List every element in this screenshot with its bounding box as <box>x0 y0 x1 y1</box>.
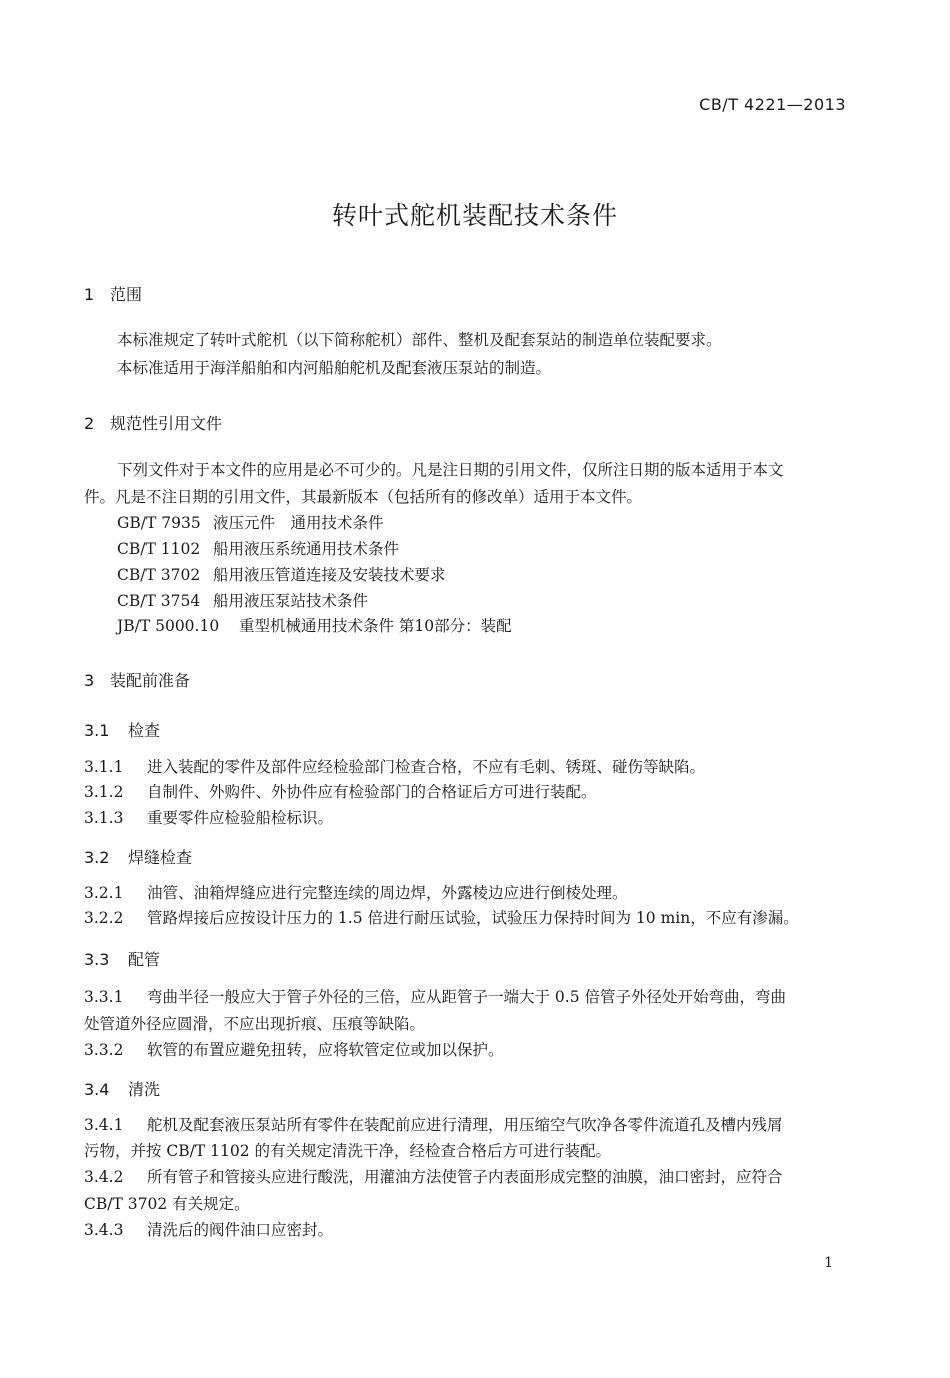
paragraph-line: 下列文件对于本文件的应用是必不可少的。凡是注日期的引用文件，仅所注日期的版本适用于本文 <box>117 461 784 479</box>
section-number: 1 <box>84 285 95 304</box>
clause-continuation: CB/T 3702 有关规定。 <box>84 1195 250 1213</box>
section-1-heading <box>84 282 142 305</box>
clause <box>84 985 786 1007</box>
clause <box>84 1038 504 1060</box>
clause-number: 3.1.2 <box>84 783 124 801</box>
reference-title: 船用液压泵站技术条件 <box>213 592 369 610</box>
reference-title: 船用液压系统通用技术条件 <box>213 540 400 558</box>
subsection-title: 清洗 <box>128 1080 161 1099</box>
paragraph-line: 件。凡是不注日期的引用文件，其最新版本（包括所有的修改单）适用于本文件。 <box>84 488 643 506</box>
clause <box>84 1113 783 1135</box>
clause-number: 3.3.1 <box>84 988 124 1006</box>
paragraph: 本标准适用于海洋船舶和内河船舶舵机及配套液压泵站的制造。 <box>117 359 552 377</box>
section-3-heading <box>84 668 190 691</box>
clause-text: 重要零件应检验船检标识。 <box>147 809 334 827</box>
clause-number: 3.2.2 <box>84 909 124 927</box>
clause-number: 3.2.1 <box>84 884 124 902</box>
clause-number: 3.1.1 <box>84 758 124 776</box>
subsection-3-2-heading <box>84 845 192 868</box>
reference-item <box>117 589 368 611</box>
subsection-3-1-heading <box>84 718 160 741</box>
section-number: 2 <box>84 414 95 433</box>
clause-continuation: 处管道外径应圆滑，不应出现折痕、压痕等缺陷。 <box>84 1015 426 1033</box>
clause-text: 舵机及配套液压泵站所有零件在装配前应进行清理，用压缩空气吹净各零件流道孔及槽内残屑 <box>147 1116 783 1134</box>
clause-text: 管路焊接后应按设计压力的 1.5 倍进行耐压试验，试验压力保持时间为 10 min，不应有渗漏。 <box>147 909 799 927</box>
clause-text: 进入装配的零件及部件应经检验部门检查合格，不应有毛刺、锈斑、碰伤等缺陷。 <box>147 758 706 776</box>
clause <box>84 1165 783 1187</box>
reference-code: JB/T 5000.10 <box>117 617 220 635</box>
section-2-heading <box>84 411 222 434</box>
paragraph: 本标准规定了转叶式舵机（以下简称舵机）部件、整机及配套泵站的制造单位装配要求。 <box>117 331 722 349</box>
clause-number: 3.3.2 <box>84 1041 124 1059</box>
subsection-title: 配管 <box>128 950 161 969</box>
subsection-number: 3.2 <box>84 848 110 867</box>
clause-text: 自制件、外购件、外协件应有检验部门的合格证后方可进行装配。 <box>147 783 597 801</box>
standard-code: CB/T 4221—2013 <box>699 95 846 114</box>
clause-text: 软管的布置应避免扭转，应将软管定位或加以保护。 <box>147 1041 504 1059</box>
clause-continuation: 污物，并按 CB/T 1102 的有关规定清洗干净，经检查合格后方可进行装配。 <box>84 1142 612 1160</box>
reference-title: 船用液压管道连接及安装技术要求 <box>213 566 446 584</box>
section-title: 范围 <box>110 285 143 304</box>
clause <box>84 881 628 903</box>
section-number: 3 <box>84 671 95 690</box>
page-number: 1 <box>824 1255 833 1271</box>
clause-text: 所有管子和管接头应进行酸洗，用灌油方法使管子内表面形成完整的油膜，油口密封，应符合 <box>147 1168 783 1186</box>
subsection-3-4-heading <box>84 1077 160 1100</box>
reference-item <box>117 537 399 559</box>
clause-text: 油管、油箱焊缝应进行完整连续的周边焊，外露棱边应进行倒棱处理。 <box>147 884 628 902</box>
section-title: 规范性引用文件 <box>110 414 223 433</box>
subsection-title: 焊缝检查 <box>128 848 193 867</box>
subsection-number: 3.4 <box>84 1080 110 1099</box>
clause-number: 3.4.1 <box>84 1116 124 1134</box>
clause <box>84 780 597 802</box>
reference-title: 重型机械通用技术条件 第10部分：装配 <box>239 617 512 635</box>
clause-number: 3.4.2 <box>84 1168 124 1186</box>
page-title: 转叶式舵机装配技术条件 <box>331 201 618 230</box>
clause <box>84 806 333 828</box>
reference-code: CB/T 3702 <box>117 566 201 584</box>
section-title: 装配前准备 <box>110 671 191 690</box>
reference-code: CB/T 3754 <box>117 592 201 610</box>
subsection-3-3-heading <box>84 947 160 970</box>
reference-item <box>117 511 384 533</box>
reference-item <box>117 563 446 585</box>
subsection-title: 检查 <box>128 721 161 740</box>
clause-number: 3.4.3 <box>84 1221 124 1239</box>
reference-title: 液压元件 通用技术条件 <box>213 514 384 532</box>
clause-number: 3.1.3 <box>84 809 124 827</box>
clause <box>84 906 799 928</box>
reference-code: CB/T 1102 <box>117 540 201 558</box>
clause <box>84 1218 333 1240</box>
clause <box>84 755 705 777</box>
reference-code: GB/T 7935 <box>117 514 201 532</box>
clause-text: 清洗后的阀件油口应密封。 <box>147 1221 334 1239</box>
clause-text: 弯曲半径一般应大于管子外径的三倍，应从距管子一端大于 0.5 倍管子外径处开始弯曲，弯曲 <box>147 988 787 1006</box>
reference-item <box>117 614 512 636</box>
subsection-number: 3.1 <box>84 721 110 740</box>
subsection-number: 3.3 <box>84 950 110 969</box>
